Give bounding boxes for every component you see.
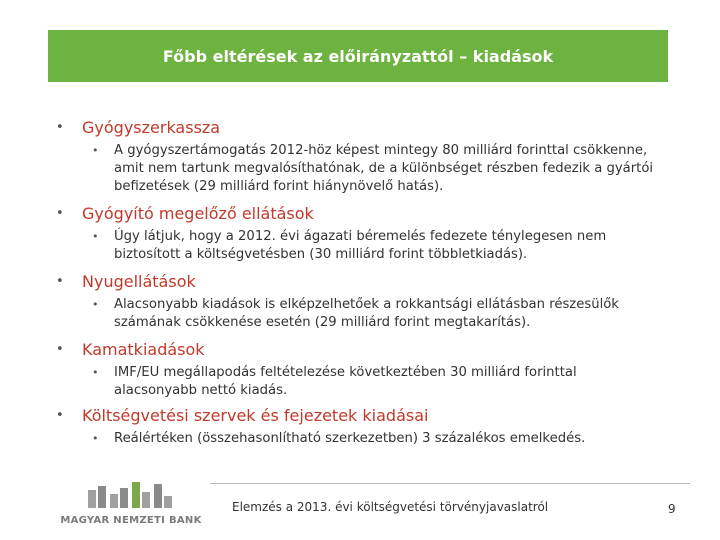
item-detail: Alacsonyabb kiadások is elképzelhetőek a rokkantsági ellátásban részesülők számának csökkenése esetén (29 milliárd forint megtakarítás). — [114, 297, 619, 330]
bullet: • — [56, 408, 64, 423]
sub-bullet: • — [92, 144, 99, 157]
sub-bullet: • — [92, 298, 99, 311]
logo-text: MAGYAR NEMZETI BANK — [60, 515, 202, 526]
sub-bullet: • — [92, 366, 99, 379]
page-number: 9 — [668, 502, 676, 516]
bullet: • — [56, 120, 64, 135]
item-heading: Kamatkiadások — [82, 340, 205, 359]
slide-title: Főbb eltérések az előirányzattól – kiadások — [162, 46, 554, 66]
footer-text: Elemzés a 2013. évi költségvetési törvényjavaslatról — [232, 500, 549, 514]
sub-bullet: • — [92, 432, 99, 445]
bank-logo — [56, 478, 206, 534]
item-heading: Nyugellátások — [82, 272, 196, 291]
bullet: • — [56, 206, 64, 221]
item-heading: Gyógyszerkassza — [82, 118, 221, 137]
footer-divider — [210, 483, 690, 484]
item-detail: A gyógyszertámogatás 2012-höz képest mintegy 80 milliárd forinttal csökkenne, amit nem tartunk megvalósíthatónak, de a különbséget részben fedezik a gyártói befizetések (29 milliárd forint hiánynövelő hatás). — [114, 143, 654, 194]
item-detail: IMF/EU megállapodás feltételezése következtében 30 milliárd forinttal alacsonyabb nettó kiadás. — [114, 365, 577, 398]
item-heading: Költségvetési szervek és fejezetek kiadásai — [82, 406, 429, 425]
item-detail: Reálértéken (összehasonlítható szerkezetben) 3 százalékos emelkedés. — [114, 431, 586, 446]
sub-bullet: • — [92, 230, 99, 243]
bullet: • — [56, 342, 64, 357]
item-detail: Úgy látjuk, hogy a 2012. évi ágazati béremelés fedezete ténylegesen nem biztosított a költségvetésben (30 milliárd forint többletkiadás). — [114, 229, 607, 262]
item-heading: Gyógyító megelőző ellátások — [82, 204, 314, 223]
logo-mark — [88, 482, 174, 508]
bullet: • — [56, 274, 64, 289]
